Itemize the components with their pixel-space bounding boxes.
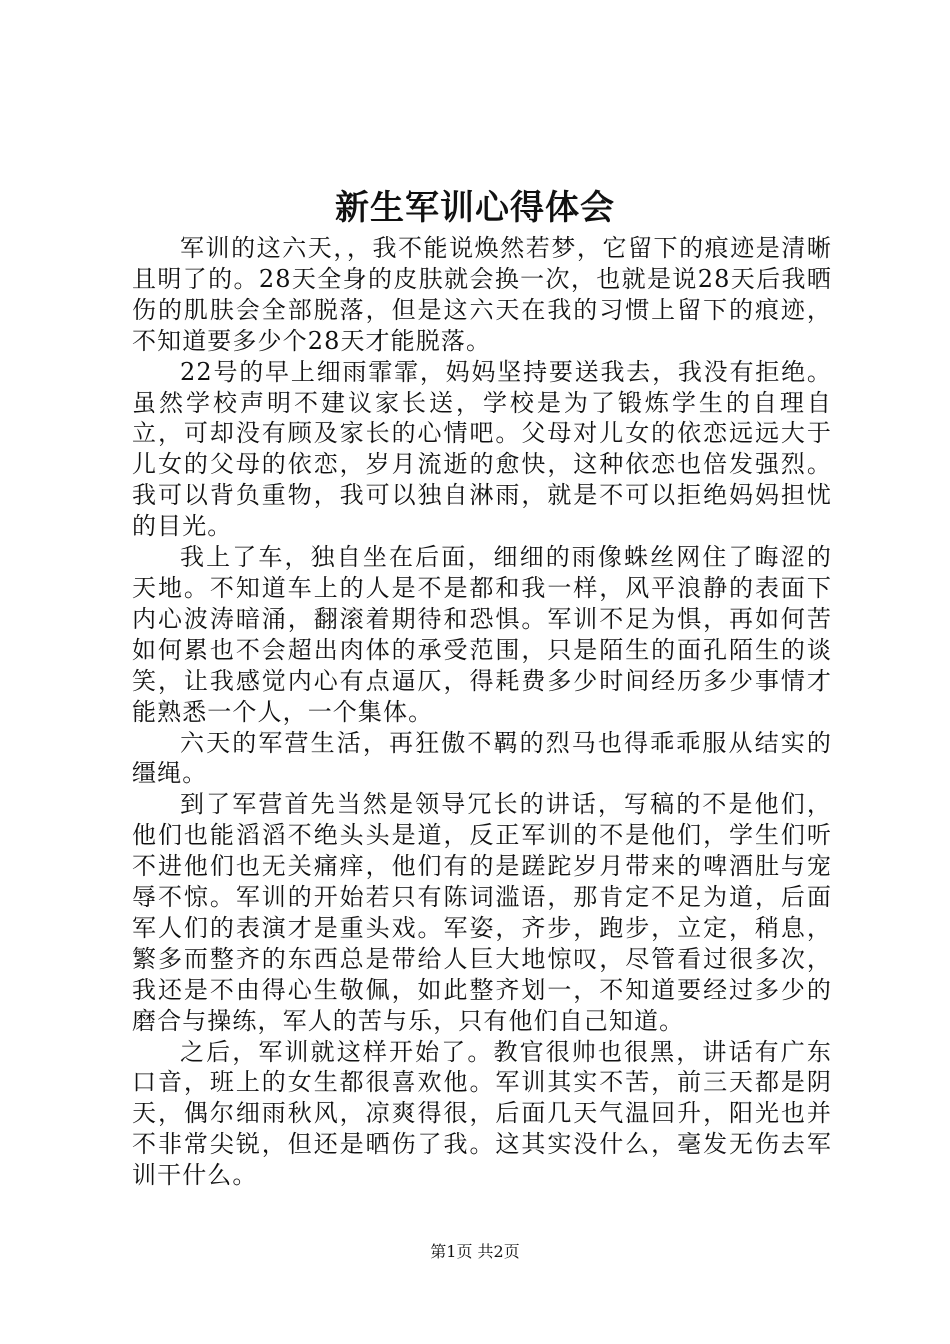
paragraph-5: 到了军营首先当然是领导冗长的讲话，写稿的不是他们，他们也能滔滔不绝头头是道，反正军训的不是他们，学生们听不进他们也无关痛痒，他们有的是蹉跎岁月带来的啤酒肚与宠辱不惊。军训的开始若只有陈词滥语，那肯定不足为道，后面军人们的表演才是重头戏。军姿，齐步，跑步，立定，稍息，繁多而整齐的东西总是带给人巨大地惊叹，尽管看过很多次，我还是不由得心生敬佩，如此整齐划一，不知道要经过多少的磨合与操练，军人的苦与乐，只有他们自己知道。 <box>132 790 832 1035</box>
paragraph-3: 我上了车，独自坐在后面，细细的雨像蛛丝网住了晦涩的天地。不知道车上的人是不是都和我一样，风平浪静的表面下内心波涛暗涌，翻滚着期待和恐惧。军训不足为惧，再如何苦如何累也不会超出肉体的承受范围，只是陌生的面孔陌生的谈笑，让我感觉内心有点逼仄，得耗费多少时间经历多少事情才能熟悉一个人，一个集体。 <box>132 543 832 726</box>
page-number-footer: 第1页 共2页 <box>430 1242 520 1261</box>
paragraph-4: 六天的军营生活，再狂傲不羁的烈马也得乖乖服从结实的缰绳。 <box>132 728 832 788</box>
paragraph-2: 22号的早上细雨霏霏，妈妈坚持要送我去，我没有拒绝。虽然学校声明不建议家长送，学校是为了锻炼学生的自理自立，可却没有顾及家长的心情吧。父母对儿女的依恋远远大于儿女的父母的依恋，岁月流逝的愈快，这种依恋也倍发强烈。我可以背负重物，我可以独自淋雨，就是不可以拒绝妈妈担忧的目光。 <box>132 357 832 541</box>
paragraph-1: 军训的这六天，，我不能说焕然若梦，它留下的痕迹是清晰且明了的。28天全身的皮肤就会换一次，也就是说28天后我晒伤的肌肤会全部脱落，但是这六天在我的习惯上留下的痕迹，不知道要多少个28天才能脱落。 <box>132 234 832 355</box>
document-body <box>132 233 832 1191</box>
paragraph-6: 之后，军训就这样开始了。教官很帅也很黑，讲话有广东口音，班上的女生都很喜欢他。军训其实不苦，前三天都是阴天，偶尔细雨秋风，凉爽得很，后面几天气温回升，阳光也并不非常尖锐，但还是晒伤了我。这其实没什么，毫发无伤去军训干什么。 <box>132 1037 832 1190</box>
document-title: 新生军训心得体会 <box>335 188 615 228</box>
